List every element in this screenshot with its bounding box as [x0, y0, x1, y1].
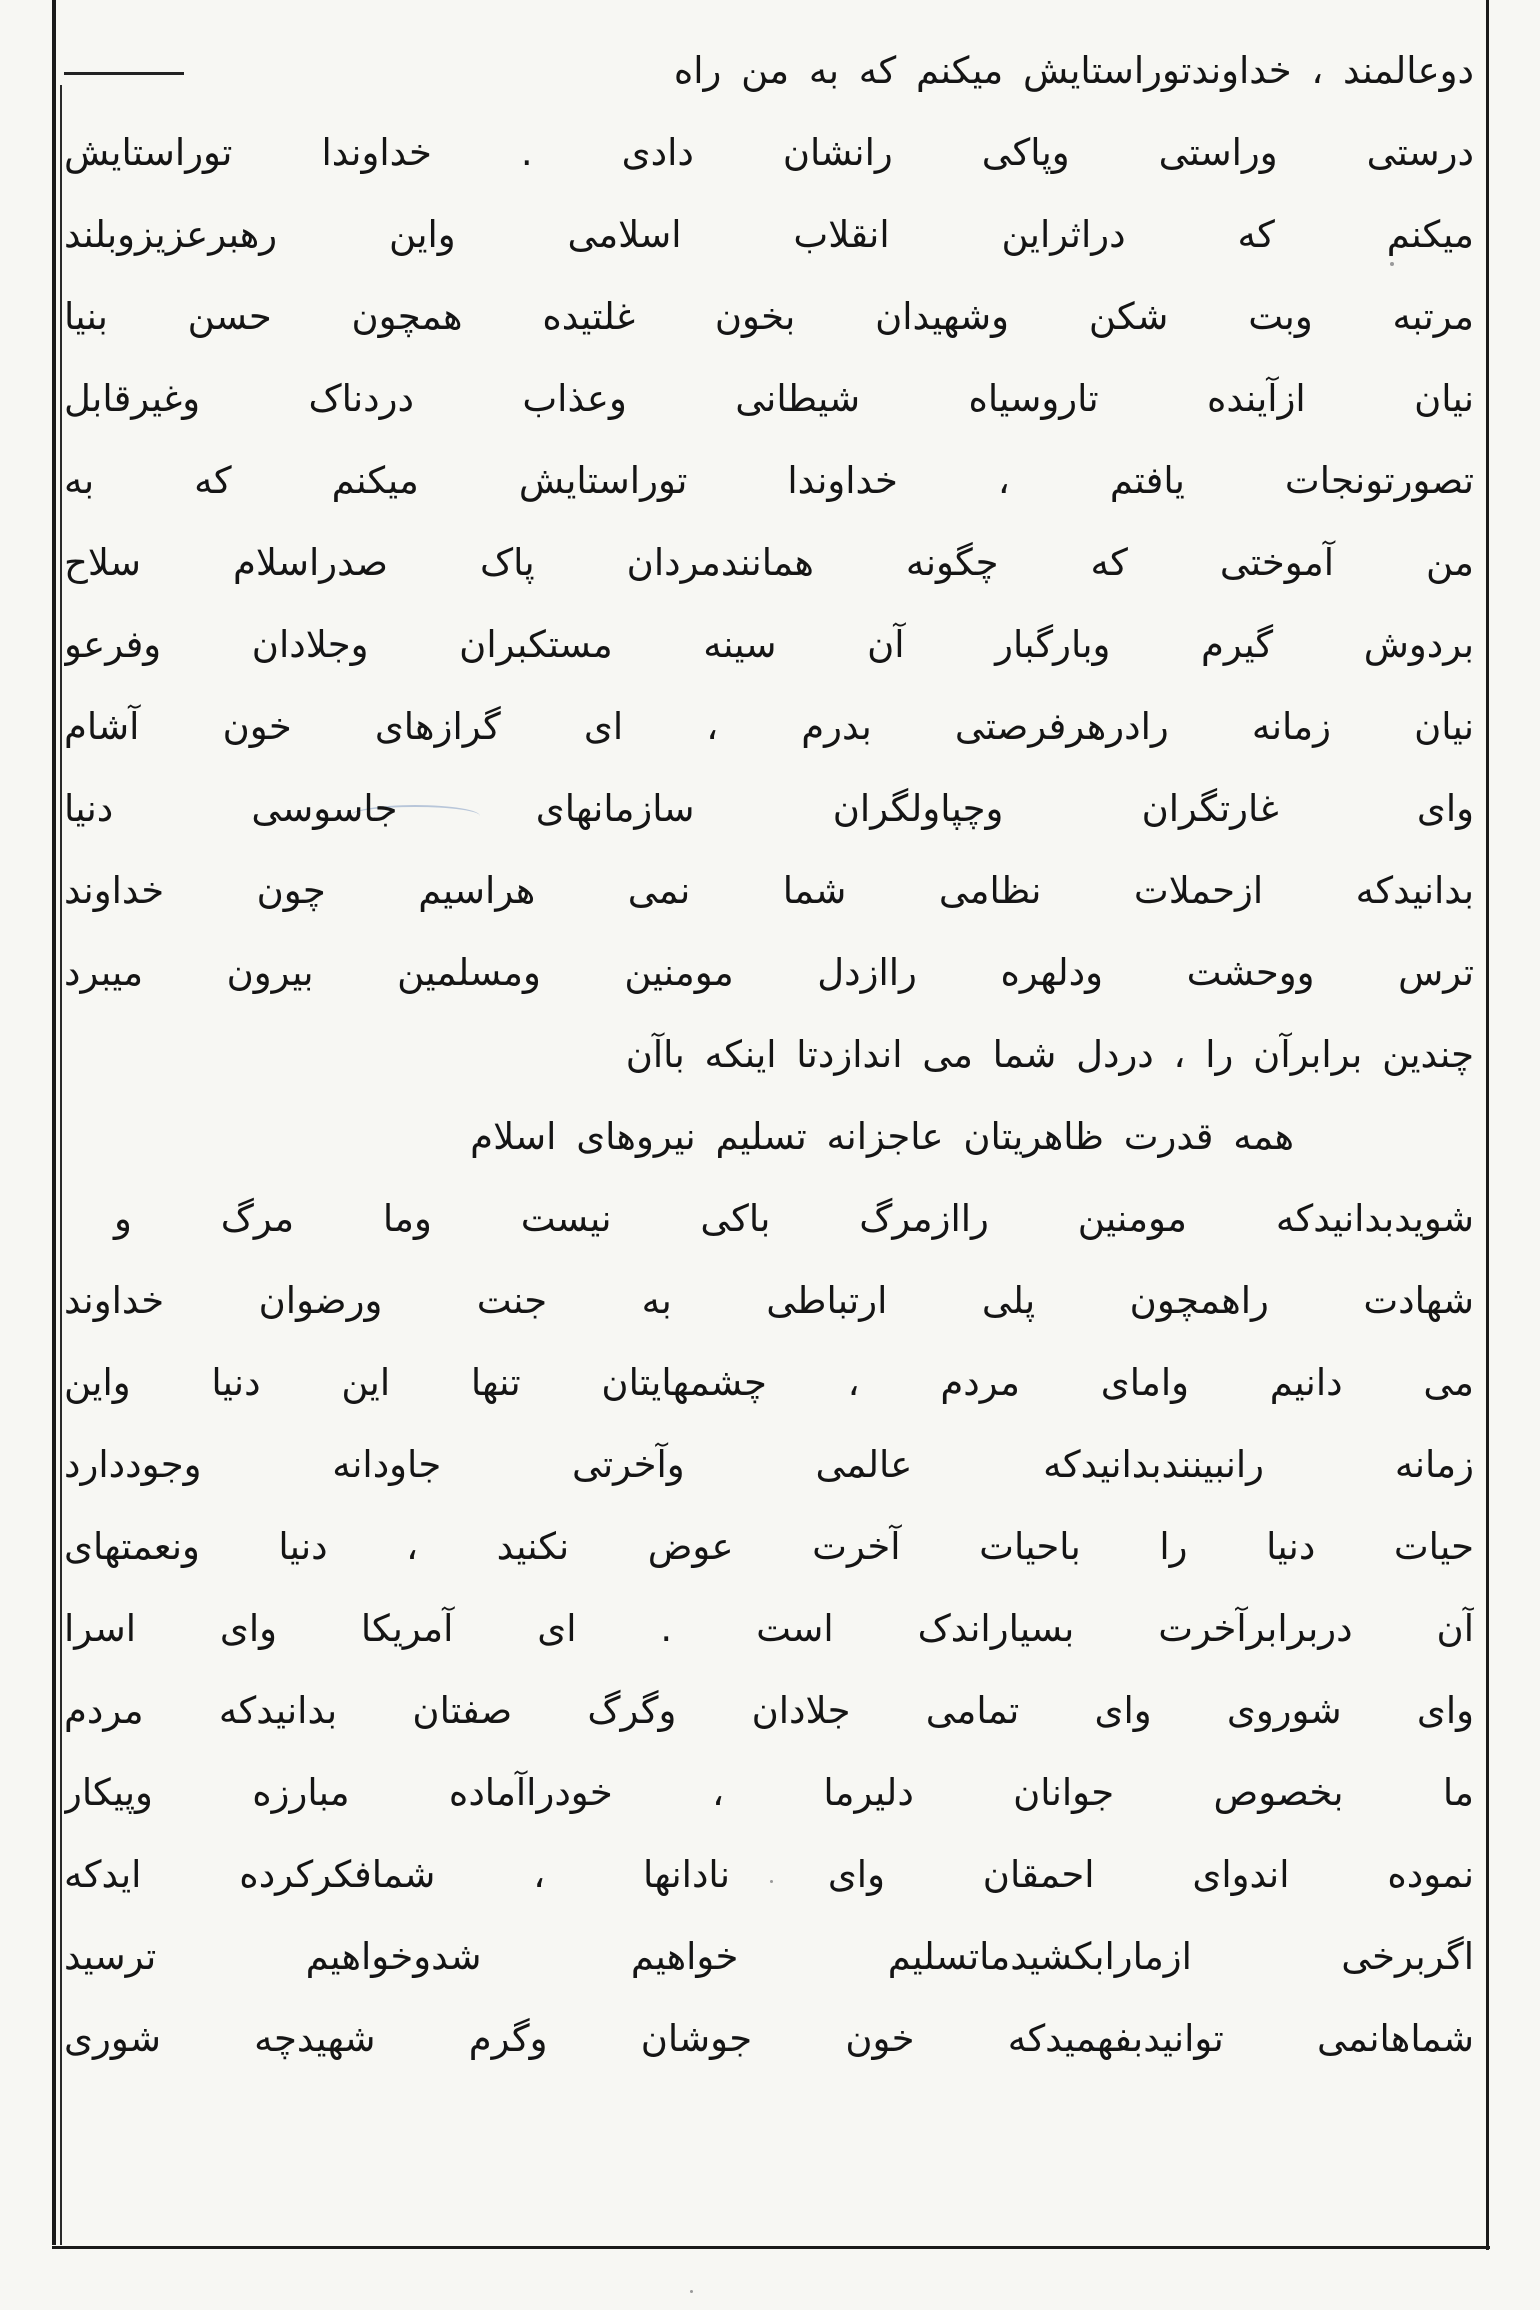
- text-line: مرتبه وبت شکن وشهیدان بخون غلتیده همچون حسن بنیا: [64, 295, 1474, 338]
- frame-left-inner-border: [60, 85, 62, 2245]
- document-body: [64, 30, 1474, 2080]
- text-line: حیات دنیا را باحیات آخرت عوض نکنید ، دنیا ونعمتهای: [64, 1525, 1474, 1568]
- text-line: نموده اندوای احمقان وای نادانها ، شمافکرکرده ایدکه: [64, 1853, 1474, 1896]
- text-line: بردوش گیرم وبارگبار آن سینه مستکبران وجلادان وفرعو: [64, 623, 1474, 666]
- text-line: شویدبدانیدکه مومنین راازمرگ باکی نیست وما مرگ و: [114, 1197, 1474, 1240]
- text-line: آن دربرابرآخرت بسیاراندک است . ای آمریکا وای اسرا: [64, 1607, 1474, 1650]
- scan-speck: [690, 2290, 693, 2293]
- text-line: شماهانمی توانیدبفهمیدکه خون جوشان وگرم شهیدچه شوری: [64, 2017, 1474, 2060]
- text-line: وای غارتگران وچپاولگران سازمانهای جاسوسی دنیا: [64, 787, 1474, 830]
- text-line: ما بخصوص جوانان دلیرما ، خودراآماده مبارزه وپیکار: [64, 1771, 1474, 1814]
- text-line: زمانه رانبینندبدانیدکه عالمی وآخرتی جاودانه وجوددارد: [64, 1443, 1474, 1486]
- text-line: همه قدرت ظاهریتان عاجزانه تسلیم نیروهای اسلام: [470, 1115, 1294, 1158]
- frame-bottom-border: [52, 2246, 1490, 2249]
- text-line: نیان زمانه رادرهرفرصتی بدرم ، ای گرازهای خون آشام: [64, 705, 1474, 748]
- text-line: من آموختی که چگونه همانندمردان پاک صدراسلام سلاح: [64, 541, 1474, 584]
- text-line: وای شوروی وای تمامی جلادان وگرگ صفتان بدانیدکه مردم: [64, 1689, 1474, 1732]
- text-line: شهادت راهمچون پلی ارتباطی به جنت ورضوان خداوند: [64, 1279, 1474, 1322]
- text-line: چندین برابرآن را ، دردل شما می اندازدتا اینکه باآن: [625, 1033, 1474, 1076]
- text-line: نیان ازآینده تاروسیاه شیطانی وعذاب دردناک وغیرقابل: [64, 377, 1474, 420]
- frame-right-border: [1486, 0, 1489, 2250]
- text-line: می دانیم وامای مردم ، چشمهایتان تنها این دنیا واین: [64, 1361, 1474, 1404]
- text-line: ترس ووحشت ودلهره راازدل مومنین ومسلمین بیرون میبرد: [64, 951, 1474, 994]
- text-line: اگربرخی ازمارابکشیدماتسلیم خواهیم شدوخواهیم ترسید: [64, 1935, 1474, 1978]
- text-line: درستی وراستی وپاکی رانشان دادی . خداوندا توراستایش: [64, 131, 1474, 174]
- text-line: تصورتونجات یافتم ، خداوندا توراستایش میکنم که به: [64, 459, 1474, 502]
- text-line: بدانیدکه ازحملات نظامی شما نمی هراسیم چون خداوند: [64, 869, 1474, 912]
- text-line: میکنم که دراثراین انقلاب اسلامی واین رهبرعزیزوبلند: [64, 213, 1474, 256]
- text-line: دوعالمند ، خداوندتوراستایش میکنم که به من راه: [673, 49, 1474, 92]
- frame-left-border: [52, 0, 56, 2245]
